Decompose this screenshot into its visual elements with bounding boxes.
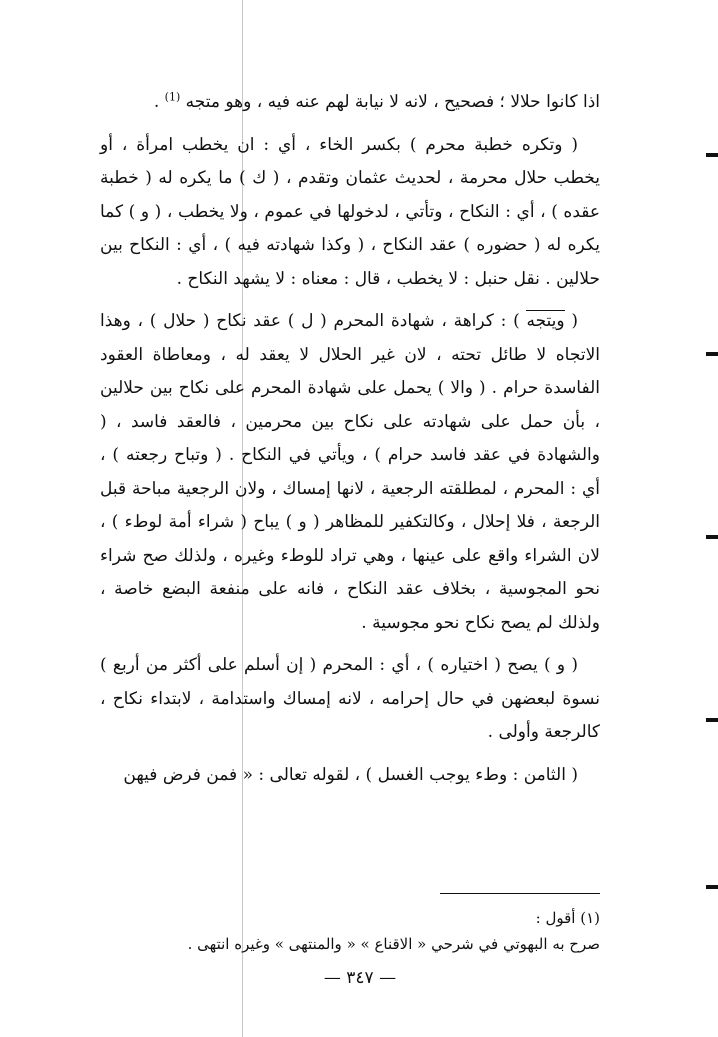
footnote-label: (١) أقول : xyxy=(535,909,600,927)
margin-mark xyxy=(706,153,718,157)
margin-mark xyxy=(706,352,718,356)
margin-mark xyxy=(706,885,718,889)
footnote-ref[interactable]: (1) xyxy=(164,90,181,104)
main-text xyxy=(100,86,600,792)
heading-word: ويتجه xyxy=(526,311,565,331)
paragraph-5: ( الثامن : وطء يوجب الغسل ) ، لقوله تعالى : « فمن فرض فيهن xyxy=(123,764,578,785)
margin-mark xyxy=(706,718,718,722)
margin-mark xyxy=(706,535,718,539)
footnote-text: صرح به البهوتي في شرحي « الاقناع » « والمنتهى » وغيره انتهى . xyxy=(187,935,600,953)
paragraph-1: اذا كانوا حلالا ؛ فصحيح ، لانه لا نيابة لهم عنه فيه ، وهو متجه $^{(1)}$ . xyxy=(153,90,600,112)
paragraph-3: ( ويتجه ) : كراهة ، شهادة المحرم ( ل ) عقد نكاح ( حلال ) ، وهذا الاتجاه لا طائل تحته ، لان غير الحلال لا يعقد له ، ومعاطاة العقود الفاسدة حرام . ( والا ) يحمل على شهادة المحرم على نكاح بين حلالين ، بأن حمل على شهادته على نكاح بين محرمين ، فالعقد فاسد ، ( والشهادة في عقد فاسد حرام ) ، ويأتي في النكاح . ( وتباح رجعته ) ، أي : المحرم ، لمطلقته الرجعية ، لانها إمساك ، ولان الرجعية مباحة قبل الرجعة ، فلا إحلال ، وكالتكفير للمظاهر ( و ) يباح ( شراء أمة لوطء ) ، لان الشراء واقع على عينها ، وهي تراد للوطء وغيره ، ولذلك صح شراء نحو المجوسية ، بخلاف عقد النكاح ، فانه على منفعة البضع خاصة ، ولذلك لم يصح نكاح نحو مجوسية . xyxy=(100,311,600,633)
paragraph-4: ( و ) يصح ( اختياره ) ، أي : المحرم ( إن أسلم على أكثر من أربع ) نسوة لبعضهن في حال إحرامه ، لانه إمساك واستدامة ، لابتداء نكاح ، كالرجعة وأولى . xyxy=(100,655,600,742)
page-number: — ٣٤٧ — xyxy=(323,968,397,988)
paragraph-2: ( وتكره خطبة محرم ) بكسر الخاء ، أي : ان يخطب امرأة ، أو يخطب حلال محرمة ، لحديث عثمان وتقدم ، ( ك ) ما يكره له ( خطبة عقده ) ، أي : النكاح ، وتأتي ، لدخولها في عموم ، ولا يخطب ، ( و ) كما يكره له ( حضوره ) عقد النكاح ، ( وكذا شهادته فيه ) ، أي : النكاح بين حلالين . نقل حنبل : لا يخطب ، قال : معناه : لا يشهد النكاح . xyxy=(100,134,601,289)
footnote xyxy=(100,905,600,957)
footnote-separator xyxy=(440,893,600,894)
